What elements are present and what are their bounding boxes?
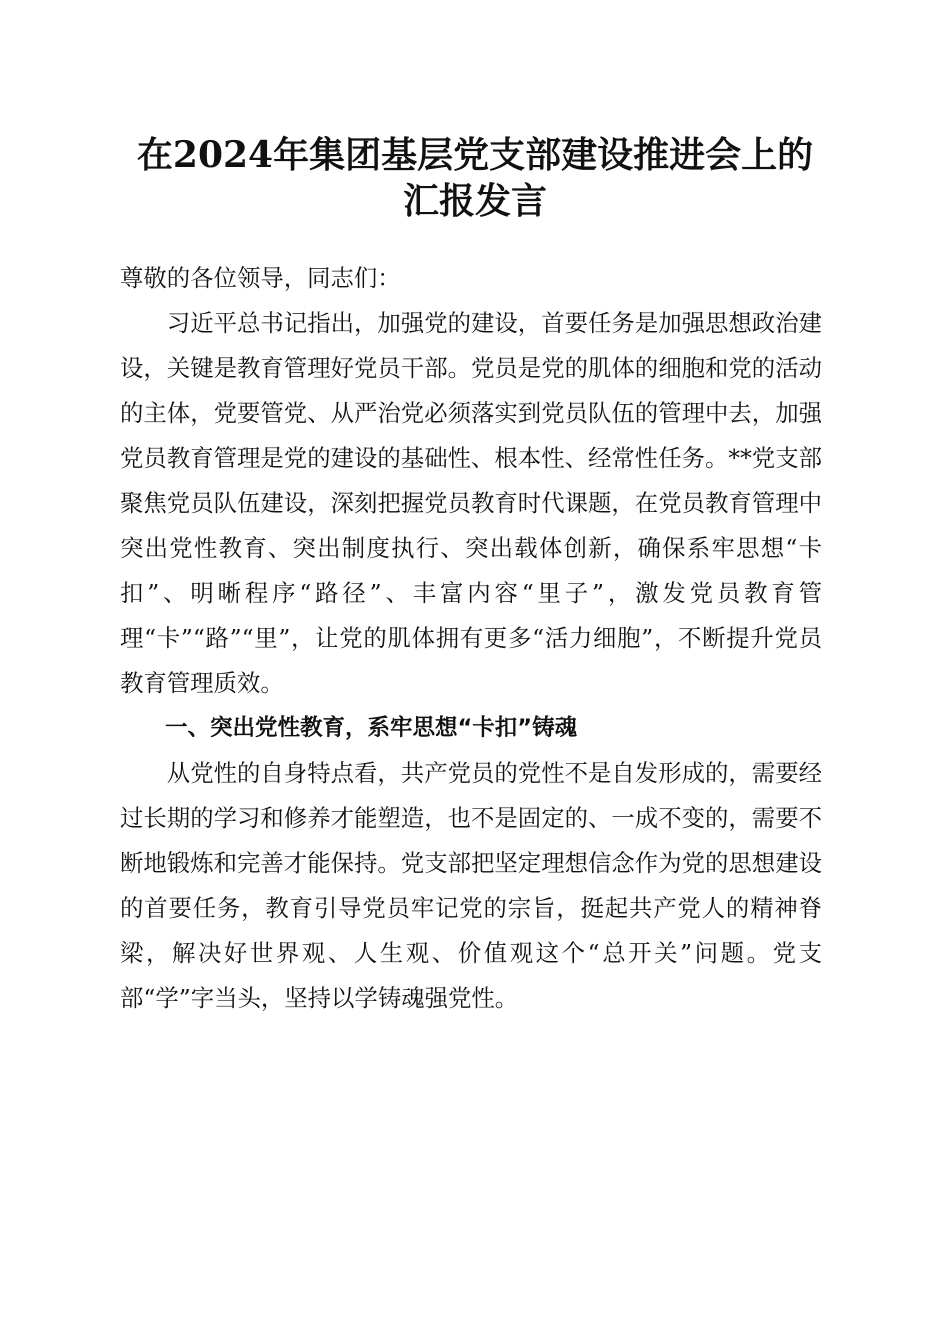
document-body [120, 256, 822, 1021]
paragraph-section-1: 从党性的自身特点看，共产党员的党性不是自发形成的，需要经过长期的学习和修养才能塑造，也不是固定的、一成不变的，需要不断地锻炼和完善才能保持。党支部把坚定理想信念作为党的思想建设的首要任务，教育引导党员牢记党的宗旨，挺起共产党人的精神脊梁，解决好世界观、人生观、价值观这个“总开关”问题。党支部“学”字当头，坚持以学铸魂强党性。 [120, 759, 822, 1012]
paragraph-intro: 习近平总书记指出，加强党的建设，首要任务是加强思想政治建设，关键是教育管理好党员干部。党员是党的肌体的细胞和党的活动的主体，党要管党、从严治党必须落实到党员队伍的管理中去，加强党员教育管理是党的建设的基础性、根本性、经常性任务。**党支部聚焦党员队伍建设，深刻把握党员教育时代课题，在党员教育管理中突出党性教育、突出制度执行、突出载体创新，确保系牢思想“卡扣”、明晰程序“路径”、丰富内容“里子”，激发党员教育管理“卡”“路”“里”，让党的肌体拥有更多“活力细胞”，不断提升党员教育管理质效。 [120, 309, 822, 697]
section-heading-1: 一、突出党性教育，系牢思想“卡扣”铸魂 [165, 715, 578, 741]
salutation: 尊敬的各位领导，同志们： [120, 264, 401, 292]
document-title: 在2024年集团基层党支部建设推进会上的汇报发言 [136, 134, 814, 222]
